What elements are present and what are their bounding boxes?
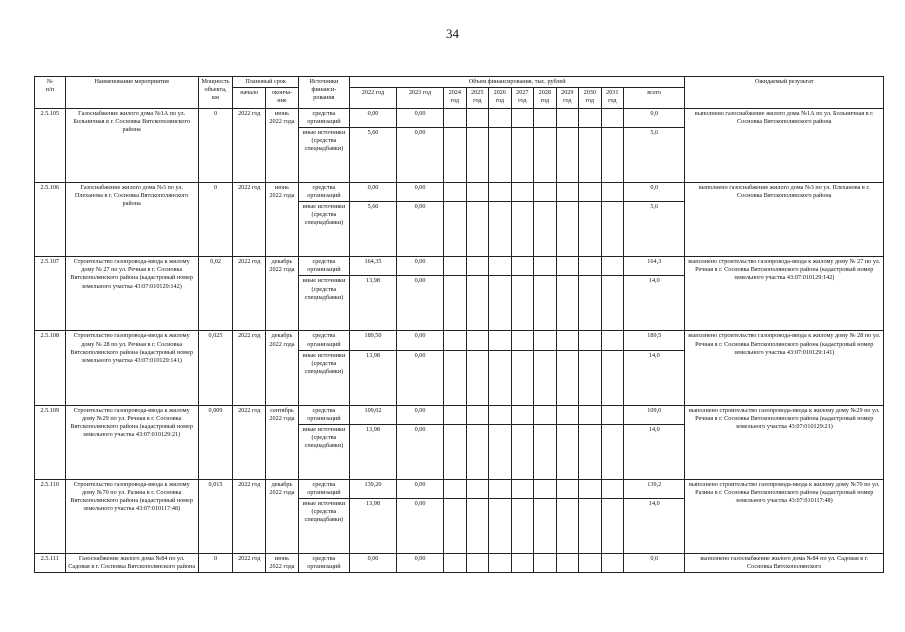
row-value-empty xyxy=(489,128,512,183)
row-result: выполнено строительство газопровода-ввода к жилому дому № 27 по ул. Речная в г. Сосновка Вятскополянского района (кадастровый номер земельного участка 43:07:010129:142) xyxy=(685,257,884,331)
row-value-2023: 0,00 xyxy=(397,276,444,331)
row-source-2: иные источники (средства спецнадбавки) xyxy=(298,276,349,331)
row-value-2022: 5,60 xyxy=(349,128,396,183)
row-value-empty xyxy=(466,257,489,276)
row-end: сентябрь 2022 года xyxy=(266,405,299,479)
row-value-empty xyxy=(556,183,579,202)
header-year: 2031 год xyxy=(601,88,624,109)
row-value-empty xyxy=(534,183,557,202)
row-value-empty xyxy=(556,479,579,498)
row-value-empty xyxy=(534,257,557,276)
row-value-empty xyxy=(579,109,602,128)
row-value-empty xyxy=(511,202,534,257)
row-value-empty xyxy=(489,202,512,257)
row-name: Строительство газопровода-ввода к жилому дому № 27 по ул. Речная в г. Сосновка Вятскополянского района (кадастровый номер земельного участка 43:07:010129:142) xyxy=(65,257,198,331)
row-value-empty xyxy=(489,183,512,202)
row-value-empty xyxy=(444,276,467,331)
row-value-empty xyxy=(466,128,489,183)
header-result: Ожидаемый результат xyxy=(685,77,884,109)
row-value-empty xyxy=(466,498,489,553)
row-value-empty xyxy=(511,498,534,553)
row-value-empty xyxy=(511,276,534,331)
header-source: Источники финанси- рования xyxy=(298,77,349,109)
row-value-empty xyxy=(466,276,489,331)
table-row xyxy=(35,257,884,276)
row-value-empty xyxy=(579,350,602,405)
row-value-empty xyxy=(511,331,534,350)
row-power: 0,025 xyxy=(198,331,233,405)
row-total: 5,6 xyxy=(624,202,685,257)
row-source-1: средства организаций xyxy=(298,479,349,498)
row-total: 139,2 xyxy=(624,479,685,498)
row-value-empty xyxy=(444,424,467,479)
row-value-empty xyxy=(466,109,489,128)
row-start: 2022 год xyxy=(233,405,266,479)
row-value-empty xyxy=(534,553,557,572)
row-value-empty xyxy=(466,350,489,405)
row-value-empty xyxy=(534,424,557,479)
row-source-1: средства организаций xyxy=(298,109,349,128)
header-year: 2028 год xyxy=(534,88,557,109)
row-total: 0,0 xyxy=(624,183,685,202)
row-source-2: иные источники (средства спецнадбавки) xyxy=(298,202,349,257)
row-result: выполнено строительство газопровода-ввода к жилому дому № 28 по ул. Речная в г. Сосновка Вятскополянского района (кадастровый номер земельного участка 43:07:010129:141) xyxy=(685,331,884,405)
row-value-empty xyxy=(534,331,557,350)
row-value-empty xyxy=(511,109,534,128)
row-total: 164,3 xyxy=(624,257,685,276)
row-value-empty xyxy=(601,276,624,331)
row-value-empty xyxy=(511,479,534,498)
header-num: № п/п xyxy=(35,77,66,109)
row-source-2: иные источники (средства спецнадбавки) xyxy=(298,128,349,183)
header-year: 2029 год xyxy=(556,88,579,109)
row-value-empty xyxy=(444,498,467,553)
row-power: 0,02 xyxy=(198,257,233,331)
row-value-empty xyxy=(579,479,602,498)
row-value-empty xyxy=(601,498,624,553)
row-value-empty xyxy=(511,405,534,424)
row-value-empty xyxy=(556,128,579,183)
row-value-empty xyxy=(601,350,624,405)
row-value-empty xyxy=(511,128,534,183)
row-source-2: иные источники (средства спецнадбавки) xyxy=(298,424,349,479)
row-value-empty xyxy=(489,553,512,572)
row-value-empty xyxy=(534,276,557,331)
row-start: 2022 год xyxy=(233,553,266,572)
header-term-start: начало xyxy=(233,88,266,109)
row-value-empty xyxy=(534,109,557,128)
row-value-2023: 0,00 xyxy=(397,498,444,553)
row-value-empty xyxy=(444,109,467,128)
row-value-2023: 0,00 xyxy=(397,424,444,479)
row-value-empty xyxy=(579,276,602,331)
row-result: выполнено газоснабжение жилого дома №1А по ул. Больничная в г. Сосновка Вятскополянского района xyxy=(685,109,884,183)
row-value-empty xyxy=(601,109,624,128)
header-year: 2026 год xyxy=(489,88,512,109)
header-row-1 xyxy=(35,77,884,88)
row-value-empty xyxy=(556,424,579,479)
header-year: 2022 год xyxy=(349,88,396,109)
row-value-2022: 13,98 xyxy=(349,276,396,331)
row-source-1: средства организаций xyxy=(298,331,349,350)
row-value-empty xyxy=(489,498,512,553)
row-value-empty xyxy=(444,331,467,350)
row-value-2023: 0,00 xyxy=(397,128,444,183)
header-year: 2027 год xyxy=(511,88,534,109)
row-total: 14,0 xyxy=(624,276,685,331)
row-name: Строительство газопровода-ввода к жилому дому №70 по ул. Разина в г. Сосновка Вятскополянского района (кадастровый номер земельного участка 43:07:010117:48) xyxy=(65,479,198,553)
row-power: 0 xyxy=(198,553,233,572)
row-value-empty xyxy=(489,257,512,276)
row-value-empty xyxy=(466,553,489,572)
row-value-empty xyxy=(579,424,602,479)
row-end: июнь 2022 года xyxy=(266,109,299,183)
row-source-2: иные источники (средства спецнадбавки) xyxy=(298,350,349,405)
row-value-empty xyxy=(511,350,534,405)
header-year: 2025 год xyxy=(466,88,489,109)
row-value-2022: 109,02 xyxy=(349,405,396,424)
row-value-empty xyxy=(601,128,624,183)
row-value-empty xyxy=(601,331,624,350)
row-value-empty xyxy=(534,350,557,405)
header-term-end: оконча- ние xyxy=(266,88,299,109)
table-row xyxy=(35,479,884,498)
row-value-empty xyxy=(556,109,579,128)
row-value-empty xyxy=(601,479,624,498)
row-value-empty xyxy=(444,405,467,424)
row-value-empty xyxy=(511,553,534,572)
row-value-2022: 164,35 xyxy=(349,257,396,276)
row-power: 0 xyxy=(198,109,233,183)
row-value-empty xyxy=(444,553,467,572)
row-value-2022: 0,00 xyxy=(349,553,396,572)
row-value-empty xyxy=(444,257,467,276)
row-value-2023: 0,00 xyxy=(397,202,444,257)
row-number: 2.5.108 xyxy=(35,331,66,405)
row-value-empty xyxy=(444,350,467,405)
row-name: Строительство газопровода-ввода к жилому дому №29 по ул. Речная в г. Сосновка Вятскополянского района (кадастровый номер земельного участка 43:07:010129:21) xyxy=(65,405,198,479)
header-name: Наименование мероприятия xyxy=(65,77,198,109)
row-value-empty xyxy=(534,202,557,257)
row-value-2023: 0,00 xyxy=(397,405,444,424)
row-value-empty xyxy=(579,553,602,572)
row-value-empty xyxy=(534,405,557,424)
row-value-empty xyxy=(489,276,512,331)
row-total: 189,5 xyxy=(624,331,685,350)
row-value-2022: 139,20 xyxy=(349,479,396,498)
row-value-empty xyxy=(466,424,489,479)
row-value-empty xyxy=(556,498,579,553)
header-term: Плановый срок xyxy=(233,77,298,88)
page-number: 34 xyxy=(446,26,459,41)
row-value-empty xyxy=(511,257,534,276)
row-total: 14,0 xyxy=(624,350,685,405)
row-value-empty xyxy=(444,479,467,498)
row-value-empty xyxy=(444,183,467,202)
row-number: 2.5.109 xyxy=(35,405,66,479)
row-value-empty xyxy=(579,128,602,183)
table-row xyxy=(35,405,884,424)
row-source-1: средства организаций xyxy=(298,405,349,424)
row-value-2022: 189,50 xyxy=(349,331,396,350)
row-value-empty xyxy=(579,257,602,276)
header-power: Мощность объекта, км xyxy=(198,77,233,109)
row-value-2023: 0,00 xyxy=(397,553,444,572)
row-total: 0,0 xyxy=(624,109,685,128)
row-value-empty xyxy=(466,331,489,350)
row-value-empty xyxy=(579,405,602,424)
row-value-2023: 0,00 xyxy=(397,183,444,202)
row-value-empty xyxy=(466,202,489,257)
row-value-2022: 5,60 xyxy=(349,202,396,257)
row-value-empty xyxy=(601,183,624,202)
row-total: 109,0 xyxy=(624,405,685,424)
table-row xyxy=(35,183,884,202)
row-value-empty xyxy=(444,202,467,257)
row-start: 2022 год xyxy=(233,257,266,331)
header-volume: Объем финансирования, тыс. рублей xyxy=(349,77,685,88)
row-value-empty xyxy=(556,257,579,276)
row-result: выполнено строительство газопровода-ввода к жилому дому №70 по ул. Разина в г. Сосновка Вятскополянского района (кадастровый номер земельного участка 43:07:010117:48) xyxy=(685,479,884,553)
header-year: 2023 год xyxy=(397,88,444,109)
row-value-empty xyxy=(601,424,624,479)
row-end: декабрь 2022 года xyxy=(266,331,299,405)
row-value-2023: 0,00 xyxy=(397,109,444,128)
row-total: 5,6 xyxy=(624,128,685,183)
row-start: 2022 год xyxy=(233,183,266,257)
row-value-empty xyxy=(534,479,557,498)
row-value-empty xyxy=(556,202,579,257)
row-value-empty xyxy=(489,109,512,128)
row-value-empty xyxy=(601,202,624,257)
row-start: 2022 год xyxy=(233,331,266,405)
row-source-2: иные источники (средства спецнадбавки) xyxy=(298,498,349,553)
row-value-2023: 0,00 xyxy=(397,331,444,350)
row-value-2023: 0,00 xyxy=(397,350,444,405)
header-year: 2024 год xyxy=(444,88,467,109)
row-value-empty xyxy=(466,183,489,202)
row-value-empty xyxy=(466,405,489,424)
row-result: выполнено строительство газопровода-ввода к жилому дому №29 по ул. Речная в г. Сосновка Вятскополянского района (кадастровый номер земельного участка 43:07:010129:21) xyxy=(685,405,884,479)
row-value-empty xyxy=(556,405,579,424)
row-name: Газоснабжение жилого дома №84 по ул. Садовая в г. Сосновка Вятскополянского района xyxy=(65,553,198,572)
row-value-empty xyxy=(444,128,467,183)
row-value-empty xyxy=(489,405,512,424)
row-value-empty xyxy=(556,331,579,350)
row-name: Строительство газопровода-ввода к жилому дому № 28 по ул. Речная в г. Сосновка Вятскополянского района (кадастровый номер земельного участка 43:07:010129:141) xyxy=(65,331,198,405)
row-end: декабрь 2022 года xyxy=(266,479,299,553)
row-source-1: средства организаций xyxy=(298,183,349,202)
row-end: декабрь 2022 года xyxy=(266,257,299,331)
row-value-2022: 13,98 xyxy=(349,424,396,479)
row-number: 2.5.106 xyxy=(35,183,66,257)
row-value-empty xyxy=(511,183,534,202)
table-row xyxy=(35,331,884,350)
row-number: 2.5.105 xyxy=(35,109,66,183)
row-result: выполнено газоснабжение жилого дома №84 по ул. Садовая в г. Сосновка Вятскополянского xyxy=(685,553,884,572)
row-value-empty xyxy=(601,405,624,424)
row-total: 14,0 xyxy=(624,498,685,553)
row-value-empty xyxy=(579,331,602,350)
row-result: выполнено газоснабжение жилого дома №3 по ул. Плеханова в г. Сосновка Вятскополянского района xyxy=(685,183,884,257)
row-value-empty xyxy=(489,331,512,350)
row-start: 2022 год xyxy=(233,109,266,183)
row-end: июнь 2022 года xyxy=(266,553,299,572)
row-total: 14,0 xyxy=(624,424,685,479)
row-value-2022: 13,98 xyxy=(349,498,396,553)
financing-table xyxy=(34,76,884,573)
row-value-empty xyxy=(579,183,602,202)
row-value-empty xyxy=(466,479,489,498)
row-value-empty xyxy=(601,553,624,572)
row-start: 2022 год xyxy=(233,479,266,553)
row-power: 0 xyxy=(198,183,233,257)
row-value-2023: 0,00 xyxy=(397,479,444,498)
row-value-empty xyxy=(534,498,557,553)
row-source-1: средства организаций xyxy=(298,257,349,276)
header-total: всего xyxy=(624,88,685,109)
row-value-empty xyxy=(579,202,602,257)
row-power: 0,015 xyxy=(198,479,233,553)
table-row xyxy=(35,553,884,572)
row-value-empty xyxy=(511,424,534,479)
row-number: 2.5.111 xyxy=(35,553,66,572)
row-value-2022: 13,98 xyxy=(349,350,396,405)
row-value-2022: 0,00 xyxy=(349,183,396,202)
header-year: 2030 год xyxy=(579,88,602,109)
row-total: 0,0 xyxy=(624,553,685,572)
table-body xyxy=(35,109,884,573)
row-value-empty xyxy=(489,350,512,405)
row-value-empty xyxy=(534,128,557,183)
row-name: Газоснабжение жилого дома №1А по ул. Больничная в г. Сосновка Вятскополянского района xyxy=(65,109,198,183)
row-power: 0,009 xyxy=(198,405,233,479)
row-name: Газоснабжение жилого дома №3 по ул. Плеханова в г. Сосновка Вятскополянского района xyxy=(65,183,198,257)
row-value-empty xyxy=(489,479,512,498)
row-value-empty xyxy=(601,257,624,276)
row-value-empty xyxy=(489,424,512,479)
table-row xyxy=(35,109,884,128)
row-value-2023: 0,00 xyxy=(397,257,444,276)
row-end: июнь 2022 года xyxy=(266,183,299,257)
row-number: 2.5.110 xyxy=(35,479,66,553)
row-value-empty xyxy=(556,553,579,572)
row-value-empty xyxy=(556,276,579,331)
row-value-empty xyxy=(579,498,602,553)
row-number: 2.5.107 xyxy=(35,257,66,331)
row-source-1: средства организаций xyxy=(298,553,349,572)
row-value-2022: 0,00 xyxy=(349,109,396,128)
row-value-empty xyxy=(556,350,579,405)
